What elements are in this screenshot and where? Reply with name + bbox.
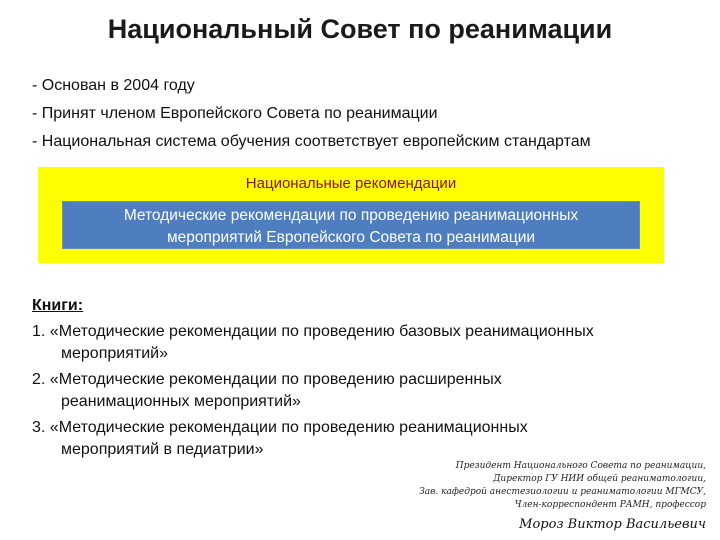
book-title-line: 2. «Методические рекомендации по проведению расширенных (32, 371, 502, 388)
erc-guidelines-line-1: Методические рекомендации по проведению реанимационных (123, 207, 579, 224)
fact-founded: - Основан в 2004 году (32, 77, 195, 94)
page-title: Национальный Совет по реанимации (107, 14, 613, 44)
fact-standards: - Национальная система обучения соответствует европейским стандартам (32, 133, 591, 150)
books-heading: Книги: (32, 297, 84, 314)
signature-block (386, 460, 706, 535)
book-title-line: 1. «Методические рекомендации по проведению базовых реанимационных (32, 323, 594, 340)
book-item (32, 417, 692, 461)
erc-guidelines-line-2: мероприятий Европейского Совета по реанимации (166, 229, 536, 246)
erc-guidelines-box (62, 201, 640, 249)
national-recommendations-heading: Национальные рекомендации (245, 175, 457, 192)
national-recommendations-box (38, 167, 664, 263)
book-title-line: 3. «Методические рекомендации по проведению реанимационных (32, 419, 528, 436)
books-section (32, 297, 692, 465)
book-title-continuation: реанимационных мероприятий» (61, 393, 301, 410)
book-title-continuation: мероприятий» (61, 345, 168, 362)
signature-title-line: Зав. кафедрой анестезиологии и реаниматологии МГМСУ, (419, 487, 706, 497)
signature-title-line: Член-корреспондент РАМН, профессор (514, 500, 706, 510)
signature-title-line: Директор ГУ НИИ общей реаниматологии, (493, 474, 706, 484)
book-item (32, 369, 692, 413)
book-item (32, 321, 692, 365)
signature-title-line: Президент Национального Совета по реанимации, (455, 461, 706, 471)
fact-member: - Принят членом Европейского Совета по реанимации (32, 105, 438, 122)
facts-list (32, 76, 702, 160)
signature-name: Мороз Виктор Васильевич (519, 517, 706, 532)
book-title-continuation: мероприятий в педиатрии» (61, 441, 264, 458)
